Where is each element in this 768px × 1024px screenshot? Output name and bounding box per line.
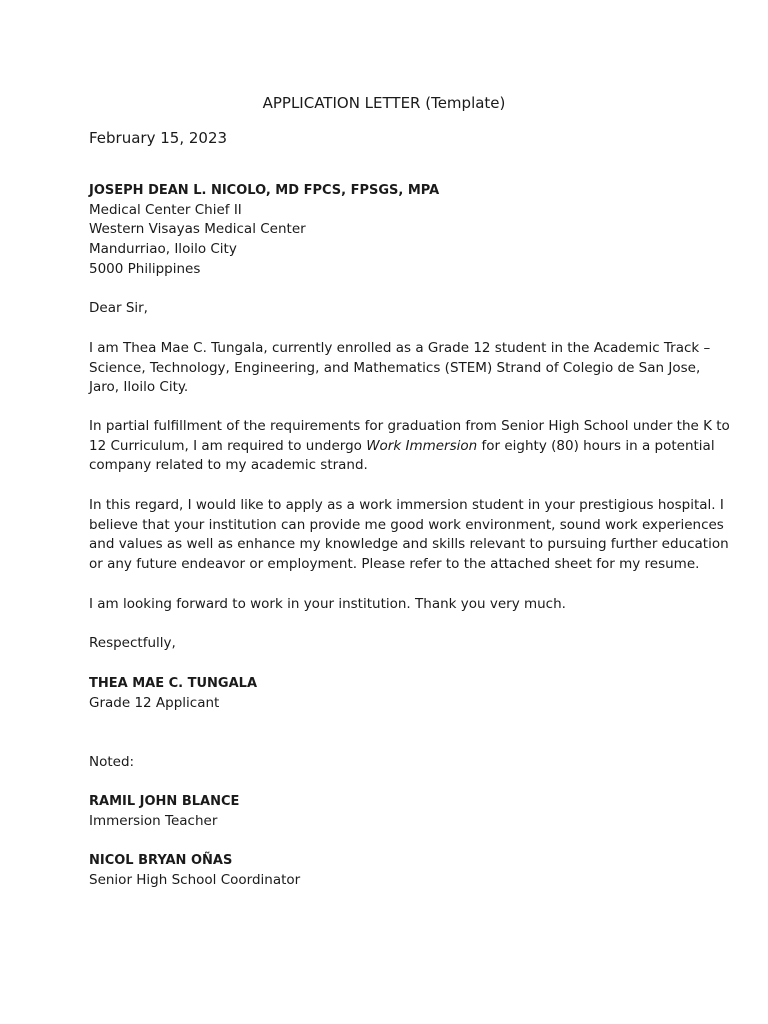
- recipient-name: JOSEPH DEAN L. NICOLO, MD FPCS, FPSGS, MPA: [89, 183, 440, 198]
- noted-signatory-2-name: NICOL BRYAN OÑAS: [89, 853, 233, 868]
- recipient-block: [89, 181, 679, 280]
- paragraph-1: [89, 339, 711, 398]
- noted-signatory-1-name: RAMIL JOHN BLANCE: [89, 794, 240, 809]
- sender-name: THEA MAE C. TUNGALA: [89, 676, 258, 691]
- paragraph-2-line-1: In partial fulfillment of the requirements for graduation from Senior High School under the K to: [89, 418, 730, 434]
- paragraph-2-line-2-start: 12 Curriculum, I am required to undergo: [89, 437, 367, 454]
- noted-signatory-2: [89, 851, 679, 890]
- recipient-address-line-2: 5000 Philippines: [89, 260, 201, 277]
- paragraph-1-line-2: Science, Technology, Engineering, and Mathematics (STEM) Strand of Colegio de San Jose,: [89, 359, 701, 376]
- paragraph-2-line-2-end: for eighty (80) hours in a potential: [477, 437, 715, 454]
- paragraph-2-line-3: company related to my academic strand.: [89, 457, 368, 474]
- noted-signatory-2-role: Senior High School Coordinator: [89, 871, 301, 888]
- salutation: Dear Sir,: [89, 300, 148, 316]
- paragraph-3-line-1: In this regard, I would like to apply as a work immersion student in your prestigious hospital. I: [89, 497, 724, 513]
- letter-title: APPLICATION LETTER (Template): [262, 94, 506, 112]
- closing: Respectfully,: [89, 635, 176, 651]
- recipient-address-line-1: Mandurriao, Iloilo City: [89, 241, 237, 258]
- paragraph-3-line-2: believe that your institution can provide me good work environment, sound work experiences: [89, 516, 724, 533]
- paragraph-2: [89, 417, 730, 476]
- noted-label: Noted:: [89, 754, 135, 770]
- noted-signatory-1-role: Immersion Teacher: [89, 812, 218, 829]
- paragraph-4: I am looking forward to work in your institution. Thank you very much.: [89, 596, 566, 612]
- letter-date: February 15, 2023: [89, 129, 228, 147]
- sender-role: Grade 12 Applicant: [89, 694, 220, 711]
- paragraph-3: [89, 496, 729, 575]
- sender-block: [89, 674, 679, 713]
- recipient-organization: Western Visayas Medical Center: [89, 221, 306, 238]
- paragraph-2-line-2: [89, 437, 715, 457]
- paragraph-3-line-4: or any future endeavor or employment. Please refer to the attached sheet for my resume.: [89, 556, 700, 573]
- recipient-position: Medical Center Chief II: [89, 201, 242, 218]
- paragraph-1-line-3: Jaro, Iloilo City.: [89, 379, 189, 396]
- paragraph-3-line-3: and values as well as enhance my knowledge and skills relevant to pursuing further education: [89, 536, 729, 553]
- work-immersion-emphasis: Work Immersion: [366, 437, 478, 454]
- noted-signatory-1: [89, 792, 679, 831]
- paragraph-1-line-1: I am Thea Mae C. Tungala, currently enrolled as a Grade 12 student in the Academic Track –: [89, 340, 711, 356]
